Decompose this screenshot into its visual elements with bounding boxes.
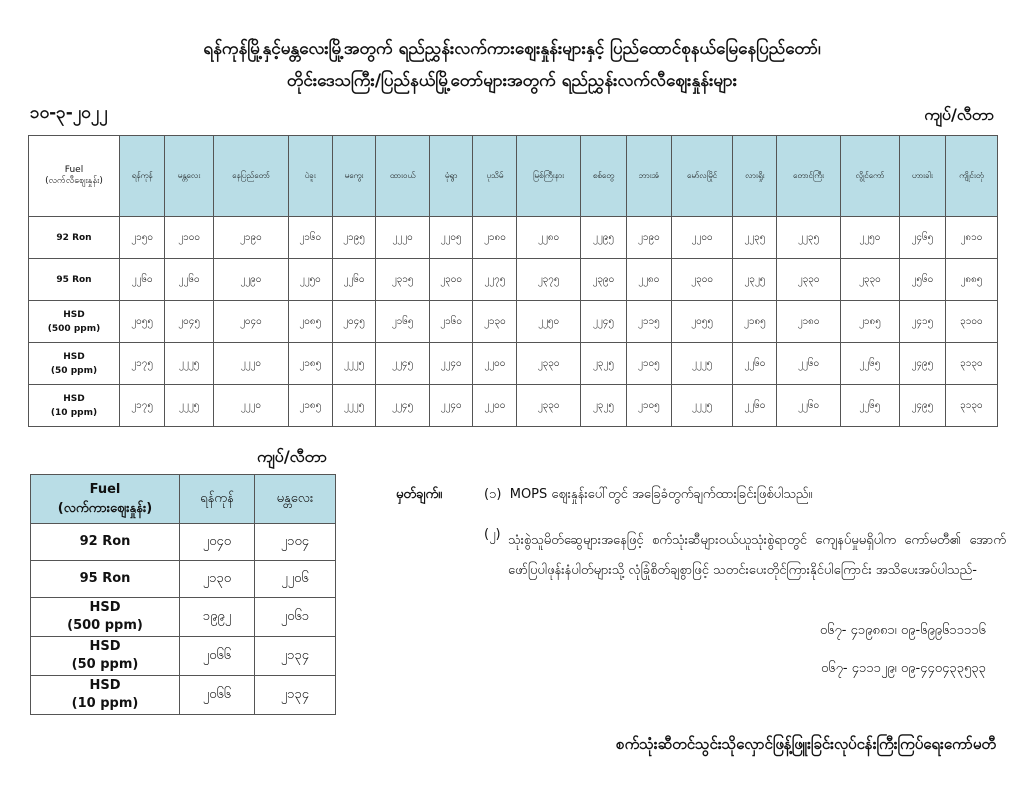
retail-price-cell: ၂၃၇၅ xyxy=(517,259,581,301)
retail-price-cell: ၂၃၀၀ xyxy=(671,259,733,301)
wholesale-price-cell: ၁၉၉၂ xyxy=(180,598,255,637)
retail-price-cell: ၂၂၄၅ xyxy=(376,343,429,385)
retail-price-cell: ၂၃၉၀ xyxy=(580,259,626,301)
retail-price-cell: ၂၂၅၀ xyxy=(288,259,332,301)
retail-price-cell: ၂၂၆၀ xyxy=(332,259,376,301)
retail-price-cell: ၂၂၇၅ xyxy=(473,259,517,301)
note-1-text: MOPS ဈေးနှုန်းပေါ်တွင် အခြေခံတွက်ချက်ထားခြင်းဖြစ်ပါသည်။ xyxy=(509,487,813,502)
retail-price-cell: ၂၄၁၅ xyxy=(899,301,945,343)
retail-price-cell: ၂၂၅၀ xyxy=(840,217,899,259)
wholesale-price-cell: ၂၁၃၄ xyxy=(254,637,335,676)
retail-price-cell: ၂၂၄၅ xyxy=(376,385,429,427)
wholesale-fuel-spec: (50 ppm) xyxy=(71,657,139,672)
note-2-text: သုံးစွဲသူမိတ်ဆွေများအနေဖြင့် စက်သုံးဆီများဝယ်ယူသုံးစွဲရာတွင် ကျေနပ်မှုမရှိပါက ကော်မတီ၏ အောက်ဖော်ပြပါဖုန်းနံပါတ်များသို့ လုံခြုံစိတ်ချစွာဖြင့် သတင်းပေးတိုင်ကြားနိုင်ပါကြောင်း အသိပေးအပ်ပါသည်- xyxy=(508,533,1006,578)
note-1 xyxy=(484,486,812,505)
retail-price-cell: ၂၂၆၀ xyxy=(733,385,777,427)
retail-unit-label: ကျပ်/လီတာ xyxy=(924,105,994,124)
retail-city-header: ကျိုင်းတုံ xyxy=(945,136,997,217)
retail-city-header: ထားဝယ် xyxy=(376,136,429,217)
retail-price-cell: ၂၂၃၅ xyxy=(777,217,841,259)
retail-price-cell: ၂၂၃၅ xyxy=(733,217,777,259)
retail-price-cell: ၂၂၅၀ xyxy=(517,301,581,343)
retail-price-cell: ၂၂၂၀ xyxy=(213,343,288,385)
retail-fuel-name: 92 Ron xyxy=(56,232,92,243)
retail-fuel-cell xyxy=(29,301,120,343)
wholesale-price-cell: ၂၁၀၄ xyxy=(254,524,335,561)
retail-fuel-name: HSD xyxy=(63,393,85,404)
retail-city-header: လားရှိုး xyxy=(733,136,777,217)
wholesale-fuel-cell xyxy=(31,524,180,561)
wholesale-fuel-cell xyxy=(31,637,180,676)
wholesale-table-row xyxy=(31,561,336,598)
retail-price-cell: ၂၂၆၀ xyxy=(777,343,841,385)
retail-price-cell: ၂၂၂၀ xyxy=(376,217,429,259)
wholesale-price-cell: ၂၁၃၀ xyxy=(180,561,255,598)
wholesale-fuel-header-subtitle: (လက်ကားဈေးနှုန်း) xyxy=(57,501,153,516)
retail-price-cell: ၂၄၉၅ xyxy=(899,385,945,427)
retail-price-cell: ၂၁၉၅ xyxy=(332,217,376,259)
wholesale-fuel-spec: (10 ppm) xyxy=(71,696,139,711)
wholesale-price-cell: ၂၀၆၁ xyxy=(254,598,335,637)
retail-price-cell: ၂၂၂၅ xyxy=(671,343,733,385)
retail-price-cell: ၂၂၆၅ xyxy=(840,385,899,427)
wholesale-table-row xyxy=(31,637,336,676)
retail-city-header: နေပြည်တော် xyxy=(213,136,288,217)
retail-price-cell: ၂၃၃၀ xyxy=(840,259,899,301)
retail-price-cell: ၂၂၂၅ xyxy=(332,385,376,427)
wholesale-table-header-row xyxy=(31,475,336,524)
wholesale-price-cell: ၂၁၃၄ xyxy=(254,676,335,715)
retail-price-cell: ၃၁၃၀ xyxy=(945,343,997,385)
retail-city-header: မကွေး xyxy=(332,136,376,217)
retail-price-cell: ၂၄၉၅ xyxy=(899,343,945,385)
retail-price-cell: ၂၁၅၀ xyxy=(120,217,165,259)
retail-city-header: စစ်တွေ xyxy=(580,136,626,217)
retail-fuel-cell xyxy=(29,259,120,301)
retail-table-row xyxy=(29,259,998,301)
wholesale-price-cell: ၂၂၀၆ xyxy=(254,561,335,598)
retail-price-cell: ၂၅၆၀ xyxy=(899,259,945,301)
wholesale-fuel-name: 95 Ron xyxy=(79,571,131,586)
document-title-line2: တိုင်းဒေသကြီး/ပြည်နယ်မြို့တော်များအတွက် ရည်ညွှန်းလက်လီဈေးနှုန်းများ xyxy=(286,71,738,91)
wholesale-fuel-cell xyxy=(31,561,180,598)
retail-price-cell: ၂၂၀၀ xyxy=(671,217,733,259)
retail-price-cell: ၂၀၄၅ xyxy=(165,301,214,343)
retail-city-header: ဘားအံ xyxy=(626,136,671,217)
wholesale-price-cell: ၂၀၆၆ xyxy=(180,676,255,715)
wholesale-fuel-cell xyxy=(31,676,180,715)
retail-price-cell: ၂၁၀၅ xyxy=(626,343,671,385)
retail-city-header: မော်လမြိုင် xyxy=(671,136,733,217)
retail-price-cell: ၂၂၉၅ xyxy=(580,217,626,259)
wholesale-fuel-name: 92 Ron xyxy=(79,534,131,549)
retail-price-cell: ၃၁၀၀ xyxy=(945,301,997,343)
retail-price-cell: ၂၁၇၅ xyxy=(120,343,165,385)
retail-fuel-name: HSD xyxy=(63,309,85,320)
retail-fuel-cell xyxy=(29,343,120,385)
retail-price-cell: ၂၂၄၅ xyxy=(580,301,626,343)
retail-price-cell: ၂၁၈၅ xyxy=(288,385,332,427)
retail-price-cell: ၂၂၄၀ xyxy=(429,343,473,385)
retail-price-cell: ၂၁၃၀ xyxy=(473,301,517,343)
retail-price-cell: ၂၀၄၀ xyxy=(213,301,288,343)
retail-fuel-header-subtitle: (လက်လီဈေးနှုန်း) xyxy=(45,175,103,186)
retail-fuel-column-header xyxy=(29,136,120,217)
retail-price-cell: ၂၁၁၅ xyxy=(626,301,671,343)
wholesale-price-cell: ၂၀၄၀ xyxy=(180,524,255,561)
note-2-number: (၂) xyxy=(484,527,501,542)
notes-label: မှတ်ချက်။ xyxy=(396,487,443,502)
wholesale-fuel-name: HSD xyxy=(89,678,121,693)
retail-price-cell: ၂၄၆၅ xyxy=(899,217,945,259)
wholesale-fuel-cell xyxy=(31,598,180,637)
retail-price-cell: ၂၁၀၅ xyxy=(626,385,671,427)
retail-price-cell: ၂၈၁၀ xyxy=(945,217,997,259)
wholesale-city-header: ရန်ကုန် xyxy=(180,475,255,524)
retail-fuel-spec: (500 ppm) xyxy=(47,323,101,334)
retail-price-cell: ၂၂၀၅ xyxy=(429,217,473,259)
document-title-line1: ရန်ကုန်မြို့နှင့်မန္တလေးမြို့အတွက် ရည်ညွှန်းလက်ကားဈေးနှုန်းများနှင့် ပြည်ထောင်စုနယ်မြေနေပြည်တော်၊ xyxy=(203,39,821,59)
retail-city-header: မုံရွာ xyxy=(429,136,473,217)
retail-price-cell: ၂၂၆၀ xyxy=(777,385,841,427)
retail-fuel-name: 95 Ron xyxy=(56,274,92,285)
retail-price-cell: ၂၀၄၅ xyxy=(332,301,376,343)
phone-numbers-2: ၀၆၇- ၄၁၁၁၂၉၊ ၀၉-၄၄၀၄၃၃၅၃၃ xyxy=(820,661,986,676)
retail-price-cell: ၂၁၈၀ xyxy=(473,217,517,259)
retail-price-cell: ၂၂၀၀ xyxy=(473,343,517,385)
retail-city-header: ပဲခူး xyxy=(288,136,332,217)
retail-price-cell: ၂၁၈၅ xyxy=(733,301,777,343)
wholesale-table-row xyxy=(31,524,336,561)
retail-price-cell: ၂၂၆၀ xyxy=(165,259,214,301)
retail-city-header: မြစ်ကြီးနား xyxy=(517,136,581,217)
retail-price-cell: ၂၂၆၀ xyxy=(733,343,777,385)
retail-price-cell: ၂၃၂၅ xyxy=(580,385,626,427)
wholesale-unit-label: ကျပ်/လီတာ xyxy=(257,447,327,466)
retail-table-header-row xyxy=(29,136,998,217)
retail-fuel-header-title: Fuel xyxy=(64,164,84,175)
retail-price-cell: ၂၁၆၅ xyxy=(376,301,429,343)
wholesale-fuel-column-header xyxy=(31,475,180,524)
retail-city-header: ဟားခါး xyxy=(899,136,945,217)
retail-table-row xyxy=(29,217,998,259)
retail-price-cell: ၂၃၃၀ xyxy=(517,385,581,427)
retail-price-cell: ၂၂၉၀ xyxy=(213,259,288,301)
retail-price-table xyxy=(28,135,998,427)
wholesale-fuel-name: HSD xyxy=(89,639,121,654)
retail-fuel-spec: (50 ppm) xyxy=(50,365,98,376)
retail-price-cell: ၂၁၉၀ xyxy=(213,217,288,259)
retail-fuel-spec: (10 ppm) xyxy=(50,407,98,418)
retail-price-cell: ၂၂၀၀ xyxy=(473,385,517,427)
retail-table-row xyxy=(29,385,998,427)
retail-price-cell: ၂၃၁၅ xyxy=(376,259,429,301)
retail-price-cell: ၂၂၈၀ xyxy=(517,217,581,259)
retail-price-cell: ၂၁၈၀ xyxy=(777,301,841,343)
wholesale-price-cell: ၂၀၆၆ xyxy=(180,637,255,676)
retail-price-cell: ၂၈၈၅ xyxy=(945,259,997,301)
wholesale-table-row xyxy=(31,676,336,715)
retail-price-cell: ၂၂၂၅ xyxy=(671,385,733,427)
retail-city-header: တောင်ကြီး xyxy=(777,136,841,217)
retail-price-cell: ၂၁၀၀ xyxy=(165,217,214,259)
note-1-number: (၁) xyxy=(484,487,502,502)
retail-city-header: ပုသိမ် xyxy=(473,136,517,217)
document-date: ၁၀-၃-၂၀၂၂ xyxy=(30,103,108,123)
retail-price-cell: ၂၀၅၅ xyxy=(120,301,165,343)
wholesale-price-table xyxy=(30,474,336,715)
retail-price-cell: ၂၁၇၅ xyxy=(120,385,165,427)
retail-fuel-cell xyxy=(29,385,120,427)
wholesale-table-row xyxy=(31,598,336,637)
retail-price-cell: ၂၀၅၅ xyxy=(671,301,733,343)
retail-price-cell: ၂၁၆၀ xyxy=(429,301,473,343)
retail-price-cell: ၂၀၈၅ xyxy=(288,301,332,343)
wholesale-fuel-name: HSD xyxy=(89,600,121,615)
retail-price-cell: ၂၂၈၀ xyxy=(626,259,671,301)
retail-price-cell: ၃၁၃၀ xyxy=(945,385,997,427)
wholesale-fuel-header-title: Fuel xyxy=(89,482,121,497)
retail-price-cell: ၂၁၆၀ xyxy=(288,217,332,259)
committee-signature: စက်သုံးဆီတင်သွင်းသိုလှောင်ဖြန့်ဖြူးခြင်းလုပ်ငန်းကြီးကြပ်ရေးကော်မတီ xyxy=(616,735,996,753)
retail-price-cell: ၂၃၀၀ xyxy=(429,259,473,301)
retail-price-cell: ၂၂၂၅ xyxy=(165,343,214,385)
retail-city-header: လွိုင်ကော် xyxy=(840,136,899,217)
wholesale-fuel-spec: (500 ppm) xyxy=(67,618,143,633)
retail-price-cell: ၂၁၈၅ xyxy=(840,301,899,343)
retail-price-cell: ၂၃၂၅ xyxy=(580,343,626,385)
retail-fuel-name: HSD xyxy=(63,351,85,362)
retail-price-cell: ၂၃၃၀ xyxy=(777,259,841,301)
retail-table-row xyxy=(29,301,998,343)
retail-price-cell: ၂၂၆၀ xyxy=(120,259,165,301)
retail-price-cell: ၂၂၄၀ xyxy=(429,385,473,427)
retail-table-row xyxy=(29,343,998,385)
retail-city-header: မန္တလေး xyxy=(165,136,214,217)
phone-numbers-1: ၀၆၇- ၄၁၉၈၈၁၊ ၀၉-၆၉၉၆၁၁၁၁၆ xyxy=(819,623,986,638)
retail-price-cell: ၂၃၂၅ xyxy=(733,259,777,301)
retail-city-header: ရန်ကုန် xyxy=(120,136,165,217)
retail-price-cell: ၂၁၈၅ xyxy=(288,343,332,385)
retail-price-cell: ၂၂၂၅ xyxy=(332,343,376,385)
retail-fuel-cell xyxy=(29,217,120,259)
retail-price-cell: ၂၁၉၀ xyxy=(626,217,671,259)
retail-price-cell: ၂၂၆၅ xyxy=(840,343,899,385)
retail-price-cell: ၂၂၂၀ xyxy=(213,385,288,427)
retail-price-cell: ၂၃၃၀ xyxy=(517,343,581,385)
wholesale-city-header: မန္တလေး xyxy=(254,475,335,524)
retail-price-cell: ၂၂၂၅ xyxy=(165,385,214,427)
